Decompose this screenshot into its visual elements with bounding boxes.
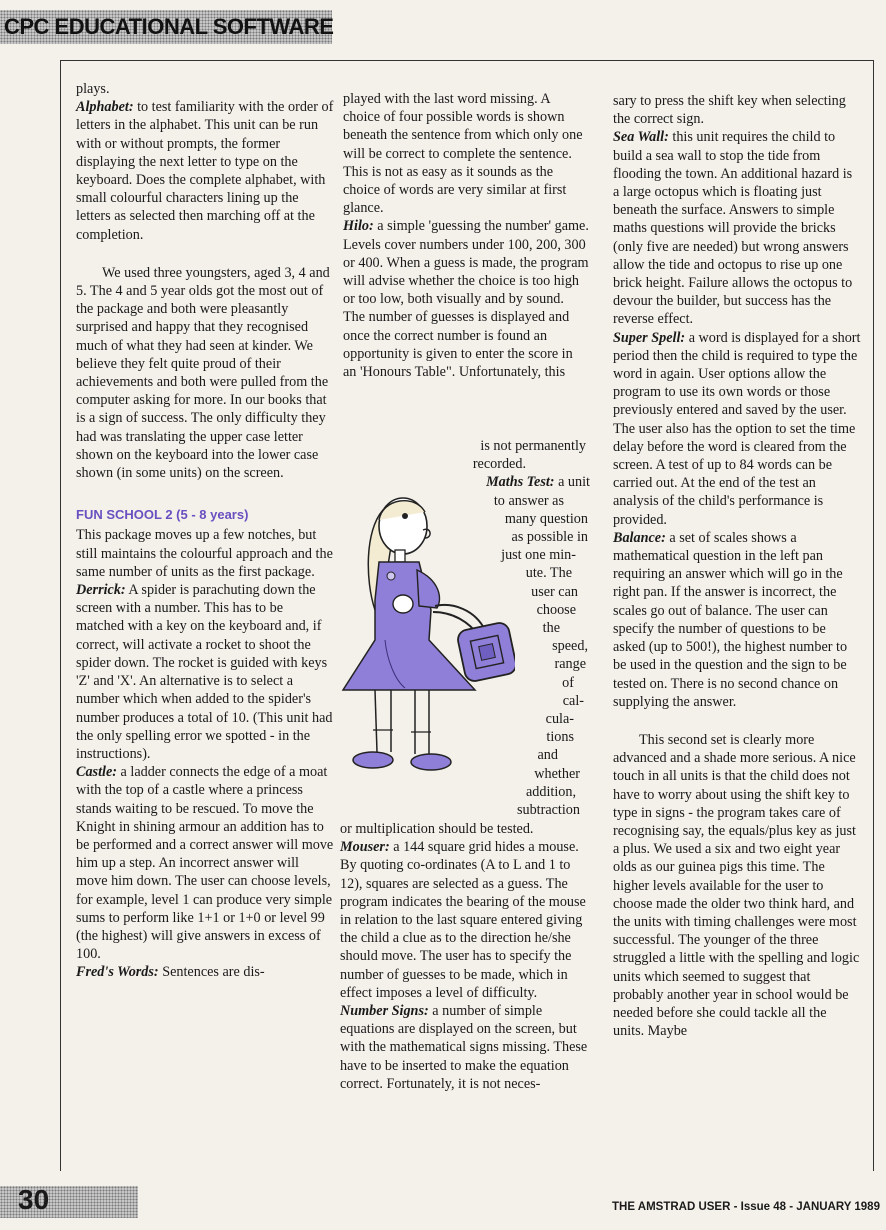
number-signs-title: Number Signs: [340, 1003, 429, 1020]
derrick-body: A spider is parachuting down the screen with a number. This has to be matched with a key on the keyboard and, if correct, will activate a rocket to shoot the spider down. The rocket is guided with keys 'Z' and 'X'. An alternative is to select a number which when added to the spider's number produces a total of 10. (This unit had the only spelling error we spotted - in the instructions). [76, 582, 333, 762]
wrap-line: ute. The [525, 565, 572, 582]
derrick-title: Derrick: [76, 582, 126, 599]
super-spell-title: Super Spell: [613, 329, 686, 346]
castle-title: Castle: [76, 764, 117, 781]
hilo-body: a simple 'guessing the number' game. Levels cover numbers under 100, 200, 300 or 400. When a guess is made, the program will advise whether the choice is too high or too low, both visually and by sound. The number of guesses is displayed and once the correct number is found an opportunity is given to enter the score in an 'Honours Table". Unfortunately, this [343, 218, 589, 381]
super-spell-body: a word is displayed for a short period then the child is required to type the word in again. User options allow the program to use its own words or those previously entered and saved by the user. The user also has the option to set the time delay before the word is cleared from the screen. A test of up to 84 words can be carried out. At the end of the test an analysis of the child's performance is provided. [613, 329, 861, 528]
freds-words-body: Sentences are dis- [158, 964, 265, 981]
wrap-line: recorded. [472, 456, 526, 473]
maths-test-line [430, 473, 590, 491]
col2-paragraph-1: played with the last word missing. A choice of four possible words is shown beneath the sentence from which only one will be correct to complete the sentence. This is not as easy as it sounds as the choice of words are very similar at first glance. [343, 91, 583, 217]
wrap-line: of [562, 674, 574, 691]
sea-wall-body: this unit requires the child to build a sea wall to stop the tide from flooding the town. An additional hazard is a large octopus which is floating just beneath the surface. Answers to simple maths questions will provide the bricks (only five are needed) but wrong answers allow the tide and octopus to rise up one brick height. Failure allows the octopus to devour the builder, but success has the reverse effect. [613, 129, 853, 328]
wrap-line: and [537, 747, 558, 764]
balance-title: Balance: [613, 529, 666, 546]
girl-illustration [335, 490, 515, 780]
col3-paragraph-1: sary to press the shift key when selecting the correct sign. [613, 93, 846, 128]
col3-paragraph-2: This second set is clearly more advanced and a shade more serious. A nice touch in all units is that the child does not have to worry about using the shift key to type in signs - the program takes care of recognising say, the equals/plus key as just a plus. We used a six and two eight year olds as our guinea pigs this time. The higher levels available for the user to choose made the older two think hard, and the units with timing challenges were most successful. The younger of the three struggled a little with the spelling and logic units which seemed to suggest that probably another year in school would be needed before she could tackle all the units. Maybe [613, 731, 860, 1040]
wrap-line: addition, [525, 783, 576, 800]
wrap-line: cal- [562, 692, 584, 709]
wrap-line: choose [536, 601, 576, 618]
wrap-line: to answer as [493, 492, 564, 509]
wrap-line: range [554, 656, 586, 673]
magazine-issue: THE AMSTRAD USER - Issue 48 - JANUARY 1989 [612, 1201, 880, 1213]
wrap-line: user can [531, 583, 578, 600]
wrap-line: cula- [545, 711, 574, 728]
wrap-line: subtraction [516, 802, 580, 819]
column-2-bottom [340, 820, 590, 1093]
column-3 [613, 92, 861, 1040]
col2-tail: or multiplication should be tested. [340, 821, 534, 837]
maths-test-title: Maths Test: [486, 474, 555, 491]
header-banner [0, 10, 332, 44]
hilo-title: Hilo: [343, 218, 374, 235]
mouser-title: Mouser: [340, 839, 390, 856]
col1-plays: plays. [76, 81, 110, 97]
mouser-body: a 144 square grid hides a mouse. By quoting co-ordinates (A to L and 1 to 12), squares are selected as a guess. The program indicates the bearing of the mouse in relation to the last square entered giving the child a clue as to the direction he/she should move. The user has to specify the number of guesses to be made, which in effect imposes a level of difficulty. [340, 839, 586, 1001]
col1-paragraph-2: We used three youngsters, aged 3, 4 and 5. The 4 and 5 year olds got the most out of the package and both were pleasantly surprised and happy that they recognised much of what they had seen at kinder. We believe they felt quite proud of their achievements and both were pulled from the computer asking for more. In our books that is a sign of success. The only difficulty they had was translating the upper case letter shown on the keyboard into the lower case shown (in some units) on the screen. [76, 264, 330, 482]
fun-school-heading: FUN SCHOOL 2 (5 - 8 years) [76, 507, 249, 523]
wrap-line: many question [504, 510, 588, 527]
castle-body: a ladder connects the edge of a moat with the top of a castle where a princess stands waiting to be rescued. To move the Knight in shining armour an addition has to be performed and a correct answer will move him up a step. An incorrect answer will move him down. The user can choose levels, for example, level 1 can produce very simple sums to perform like 1+1 or 1+0 or level 99 (the highest) will give answers in excess of 100. [76, 764, 334, 963]
alphabet-body: to test familiarity with the order of letters in the alphabet. This unit can be run with or without prompts, the former displaying the next letter to type on the keyboard. Does the complete alphabet, with small colourful characters lining up the letters as selected then marching off at the completion. [76, 99, 334, 243]
page-number: 30 [18, 1184, 50, 1215]
freds-words-title: Fred's Words: [76, 964, 159, 981]
sea-wall-title: Sea Wall: [613, 129, 669, 146]
section-title: CPC EDUCATIONAL SOFTWARE [4, 14, 334, 39]
number-signs-body: a number of simple equations are displayed on the screen, but with the mathematical signs missing. These have to be inserted to make the equation correct. Fortunately, it is not neces- [340, 1003, 588, 1092]
balance-body: a set of scales shows a mathematical question in the left pan requiring an answer which will go in the right pan. If the answer is incorrect, the scales go out of balance. The user can specify the number of questions to be asked (up to 500!), the highest number to be used in the question and the sign to be tested on. There is no second chance on supplying the answer. [613, 529, 848, 710]
wrap-line: as possible in [511, 529, 588, 546]
wrap-line: speed, [552, 638, 588, 655]
wrap-line: whether [534, 765, 580, 782]
wrap-line: the [542, 620, 560, 637]
wrap-line: is not permanently [480, 438, 586, 454]
wrap-line: just one min- [501, 547, 576, 564]
column-2-top [343, 90, 589, 381]
alphabet-title: Alphabet: [76, 99, 134, 116]
col1-paragraph-3: This package moves up a few notches, but still maintains the colourful approach and the same number of units as the first package. [76, 527, 333, 580]
maths-test-tail: a unit [554, 474, 590, 491]
wrap-line: tions [546, 729, 574, 746]
column-1 [76, 80, 334, 982]
